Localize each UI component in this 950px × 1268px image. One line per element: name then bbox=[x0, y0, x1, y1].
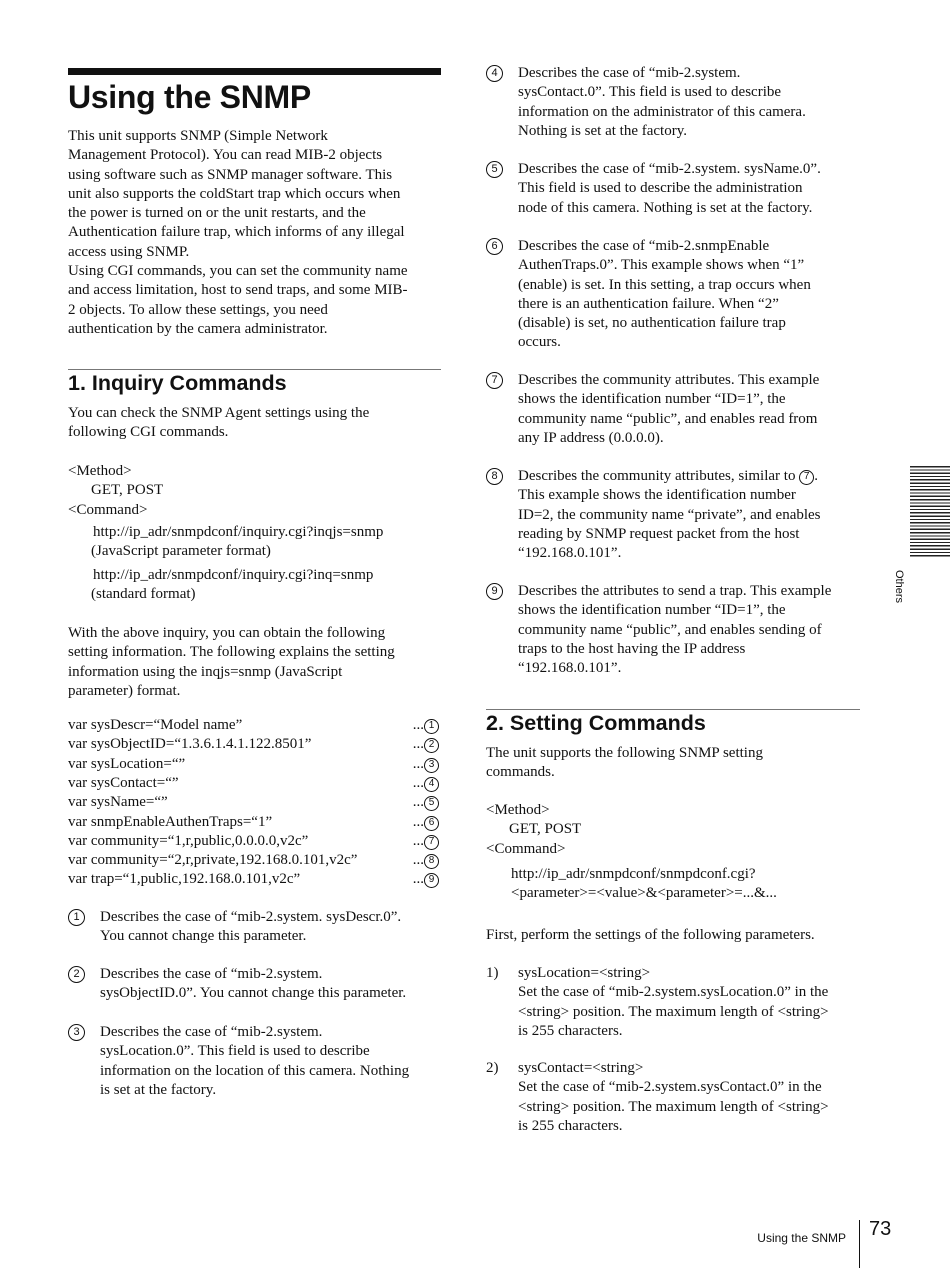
var-ref bbox=[413, 716, 439, 735]
dots: ... bbox=[412, 852, 424, 869]
circled-number: 6 bbox=[486, 238, 503, 255]
note-line: Describes the case of “mib-2.system. sysName.0”. bbox=[518, 161, 821, 177]
command-note-js: (JavaScript parameter format) bbox=[91, 543, 271, 560]
var-ref bbox=[413, 832, 439, 851]
var-row bbox=[68, 870, 441, 889]
note-line: occurs. bbox=[518, 334, 561, 351]
intro-line: This unit supports SNMP (Simple Network bbox=[68, 128, 328, 144]
intro-line: and access limitation, host to send traps, and some MIB- bbox=[68, 282, 408, 299]
section-thumb-index bbox=[910, 466, 950, 558]
var-row bbox=[68, 755, 441, 774]
dots: ... bbox=[412, 871, 424, 888]
command-label: <Command> bbox=[68, 501, 148, 518]
note-line: Describes the case of “mib-2.system. bbox=[100, 1024, 323, 1040]
note-line: ID=2, the community name “private”, and enables bbox=[518, 506, 821, 523]
setting-lead bbox=[486, 744, 871, 783]
setting-command bbox=[486, 865, 871, 904]
method-value: GET, POST bbox=[91, 482, 164, 499]
circled-number: 2 bbox=[68, 966, 85, 983]
intro-text bbox=[68, 127, 448, 339]
inquiry-explanation bbox=[68, 624, 448, 701]
note-line: Nothing is set at the factory. bbox=[518, 122, 687, 139]
intro-line: using software such as SNMP manager software. This bbox=[68, 166, 393, 183]
circled-number: 1 bbox=[424, 719, 439, 734]
note-line: sysContact.0”. This field is used to describe bbox=[518, 84, 782, 101]
note-line: “192.168.0.101”. bbox=[518, 545, 622, 562]
var-text: var snmpEnableAuthenTraps=“1” bbox=[68, 813, 273, 830]
intro-line: access using SNMP. bbox=[68, 243, 190, 260]
note-line: community name “public”, and enables read from bbox=[518, 410, 818, 427]
circled-number: 5 bbox=[486, 161, 503, 178]
param-line: Set the case of “mib-2.system.sysContact.0” in the bbox=[518, 1079, 822, 1096]
var-text: var sysContact=“” bbox=[68, 774, 179, 791]
method-label: <Method> bbox=[486, 802, 550, 818]
lead-line: The unit supports the following SNMP setting bbox=[486, 745, 763, 761]
dots: ... bbox=[412, 794, 424, 811]
param-line: sysLocation=<string> bbox=[518, 965, 651, 981]
setting-instruction: First, perform the settings of the following parameters. bbox=[486, 927, 815, 943]
circled-number: 1 bbox=[68, 909, 85, 926]
circled-number: 3 bbox=[424, 758, 439, 773]
circled-number: 3 bbox=[68, 1024, 85, 1041]
command-url-js: http://ip_adr/snmpdconf/inquiry.cgi?inqjs=snmp bbox=[93, 524, 384, 540]
circled-number: 7 bbox=[486, 372, 503, 389]
note-line: node of this camera. Nothing is set at the factory. bbox=[518, 199, 813, 216]
note-text bbox=[518, 64, 806, 141]
section-heading-inquiry: 1. Inquiry Commands bbox=[68, 371, 287, 395]
note-text bbox=[518, 467, 821, 563]
param-text bbox=[518, 964, 829, 1041]
note-line: reading by SNMP request packet from the host bbox=[518, 525, 800, 542]
param-line: sysContact=<string> bbox=[518, 1060, 644, 1076]
note-line: AuthenTraps.0”. This example shows when “1” bbox=[518, 257, 805, 274]
var-row bbox=[68, 716, 441, 735]
var-text: var sysDescr=“Model name” bbox=[68, 717, 243, 733]
title-rule bbox=[68, 68, 441, 75]
note-line: “192.168.0.101”. bbox=[518, 660, 622, 677]
note-line: is set at the factory. bbox=[100, 1081, 217, 1098]
var-ref bbox=[413, 735, 439, 754]
note-line: Describes the case of “mib-2.system. sysDescr.0”. bbox=[100, 909, 402, 925]
param-line: <string> position. The maximum length of <string> bbox=[518, 1098, 829, 1115]
explain-line: parameter) format. bbox=[68, 682, 181, 699]
command-url-standard: http://ip_adr/snmpdconf/inquiry.cgi?inq=snmp bbox=[93, 566, 374, 583]
note-text bbox=[518, 160, 821, 218]
footer-divider bbox=[859, 1220, 860, 1268]
note-line: Describes the community attributes, similar to 7 . bbox=[518, 468, 818, 484]
param-line: <string> position. The maximum length of <string> bbox=[518, 1003, 829, 1020]
intro-line: Authentication failure trap, which informs of any illegal bbox=[68, 224, 405, 241]
note-line: there is an authentication failure. When “2” bbox=[518, 295, 779, 312]
explain-line: With the above inquiry, you can obtain the following bbox=[68, 625, 386, 641]
command-url: http://ip_adr/snmpdconf/snmpdconf.cgi? bbox=[511, 866, 756, 882]
note-text bbox=[100, 965, 406, 1004]
note-line: Describes the case of “mib-2.system. bbox=[100, 966, 323, 982]
side-tab bbox=[893, 570, 927, 610]
var-row bbox=[68, 793, 441, 812]
param-index: 2) bbox=[486, 1060, 499, 1076]
var-text: var trap=“1,public,192.168.0.101,v2c” bbox=[68, 871, 301, 888]
note-text bbox=[518, 237, 811, 353]
var-text: var community=“1,r,public,0.0.0.0,v2c” bbox=[68, 832, 309, 849]
intro-line: the power is turned on or the unit restarts, and the bbox=[68, 205, 366, 222]
inquiry-method-block bbox=[68, 462, 448, 520]
note-line: Describes the case of “mib-2.snmpEnable bbox=[518, 238, 770, 254]
intro-line: Management Protocol). You can read MIB-2 objects bbox=[68, 147, 383, 164]
note-text bbox=[518, 582, 831, 678]
command-label: <Command> bbox=[486, 840, 566, 857]
circled-number: 5 bbox=[424, 796, 439, 811]
setting-method-block bbox=[486, 801, 871, 859]
dots: ... bbox=[412, 717, 424, 733]
circled-number: 4 bbox=[424, 777, 439, 792]
note-line: shows the identification number “ID=1”, the bbox=[518, 391, 786, 408]
note-line-text: Describes the community attributes, similar to bbox=[518, 468, 800, 484]
var-ref bbox=[413, 793, 439, 812]
var-ref bbox=[413, 813, 439, 832]
intro-line: unit also supports the coldStart trap which occurs when bbox=[68, 185, 401, 202]
param-line: is 255 characters. bbox=[518, 1022, 623, 1039]
inquiry-commands bbox=[68, 523, 448, 604]
note-line: This field is used to describe the administration bbox=[518, 180, 803, 197]
circled-number: 4 bbox=[486, 65, 503, 82]
circled-number: 9 bbox=[424, 873, 439, 888]
explain-line: information using the inqjs=snmp (JavaScript bbox=[68, 663, 343, 680]
page-title: Using the SNMP bbox=[68, 79, 311, 115]
var-row bbox=[68, 851, 441, 870]
circled-number: 8 bbox=[486, 468, 503, 485]
note-line: information on the administrator of this camera. bbox=[518, 103, 806, 120]
note-line: sysLocation.0”. This field is used to describe bbox=[100, 1043, 370, 1060]
var-text: var sysObjectID=“1.3.6.1.4.1.122.8501” bbox=[68, 736, 312, 753]
dots: ... bbox=[412, 774, 424, 791]
circled-number: 7 bbox=[799, 470, 814, 485]
param-line: Set the case of “mib-2.system.sysLocation.0” in the bbox=[518, 984, 829, 1001]
note-line: shows the identification number “ID=1”, the bbox=[518, 602, 786, 619]
lead-line: commands. bbox=[486, 764, 555, 781]
command-note-standard: (standard format) bbox=[91, 585, 196, 602]
command-params: <parameter>=<value>&<parameter>=...&... bbox=[511, 885, 777, 902]
intro-line: 2 objects. To allow these settings, you need bbox=[68, 301, 328, 318]
note-line: community name “public”, and enables sending of bbox=[518, 621, 822, 638]
dots: ... bbox=[412, 813, 424, 830]
note-line: any IP address (0.0.0.0). bbox=[518, 429, 664, 446]
lead-line: You can check the SNMP Agent settings using the bbox=[68, 405, 370, 421]
var-row bbox=[68, 774, 441, 793]
note-line: This example shows the identification number bbox=[518, 487, 796, 504]
var-row bbox=[68, 735, 441, 754]
param-index: 1) bbox=[486, 965, 499, 981]
var-text: var sysLocation=“” bbox=[68, 755, 186, 772]
note-line: (enable) is set. In this setting, a trap occurs when bbox=[518, 276, 811, 293]
note-line: Describes the community attributes. This example bbox=[518, 372, 820, 388]
note-text bbox=[100, 1023, 409, 1100]
var-text: var community=“2,r,private,192.168.0.101,v2c” bbox=[68, 852, 358, 869]
note-line: (disable) is set, no authentication failure trap bbox=[518, 315, 786, 332]
note-line: sysObjectID.0”. You cannot change this parameter. bbox=[100, 985, 407, 1002]
var-text: var sysName=“” bbox=[68, 794, 168, 811]
method-value: GET, POST bbox=[509, 821, 582, 838]
dots: ... bbox=[412, 736, 424, 753]
footer-section-label: Using the SNMP bbox=[757, 1231, 846, 1245]
circled-number: 6 bbox=[424, 816, 439, 831]
circled-number: 8 bbox=[424, 854, 439, 869]
note-line: Describes the attributes to send a trap. This example bbox=[518, 583, 832, 599]
intro-line: authentication by the camera administrator. bbox=[68, 320, 328, 337]
circled-number: 7 bbox=[424, 835, 439, 850]
var-row bbox=[68, 813, 441, 832]
section-heading-setting: 2. Setting Commands bbox=[486, 711, 706, 735]
param-text bbox=[518, 1059, 829, 1136]
var-ref bbox=[413, 774, 439, 793]
var-row bbox=[68, 832, 441, 851]
side-tab-label: Others bbox=[893, 570, 905, 604]
note-line: traps to the host having the IP address bbox=[518, 640, 746, 657]
var-ref bbox=[413, 851, 439, 870]
var-ref bbox=[413, 755, 439, 774]
explain-line: setting information. The following explains the setting bbox=[68, 644, 395, 661]
lead-line: following CGI commands. bbox=[68, 424, 229, 441]
note-line: You cannot change this parameter. bbox=[100, 928, 307, 945]
note-line: Describes the case of “mib-2.system. bbox=[518, 65, 741, 81]
circled-number: 2 bbox=[424, 738, 439, 753]
dots: ... bbox=[412, 755, 424, 772]
param-line: is 255 characters. bbox=[518, 1117, 623, 1134]
note-line: information on the location of this camera. Nothing bbox=[100, 1062, 410, 1079]
var-ref bbox=[413, 870, 439, 889]
note-text bbox=[100, 908, 401, 947]
circled-number: 9 bbox=[486, 583, 503, 600]
inquiry-lead bbox=[68, 404, 448, 443]
method-label: <Method> bbox=[68, 463, 132, 479]
intro-line: Using CGI commands, you can set the community name bbox=[68, 263, 408, 280]
page-number: 73 bbox=[869, 1218, 892, 1240]
dots: ... bbox=[412, 832, 424, 849]
note-text bbox=[518, 371, 819, 448]
